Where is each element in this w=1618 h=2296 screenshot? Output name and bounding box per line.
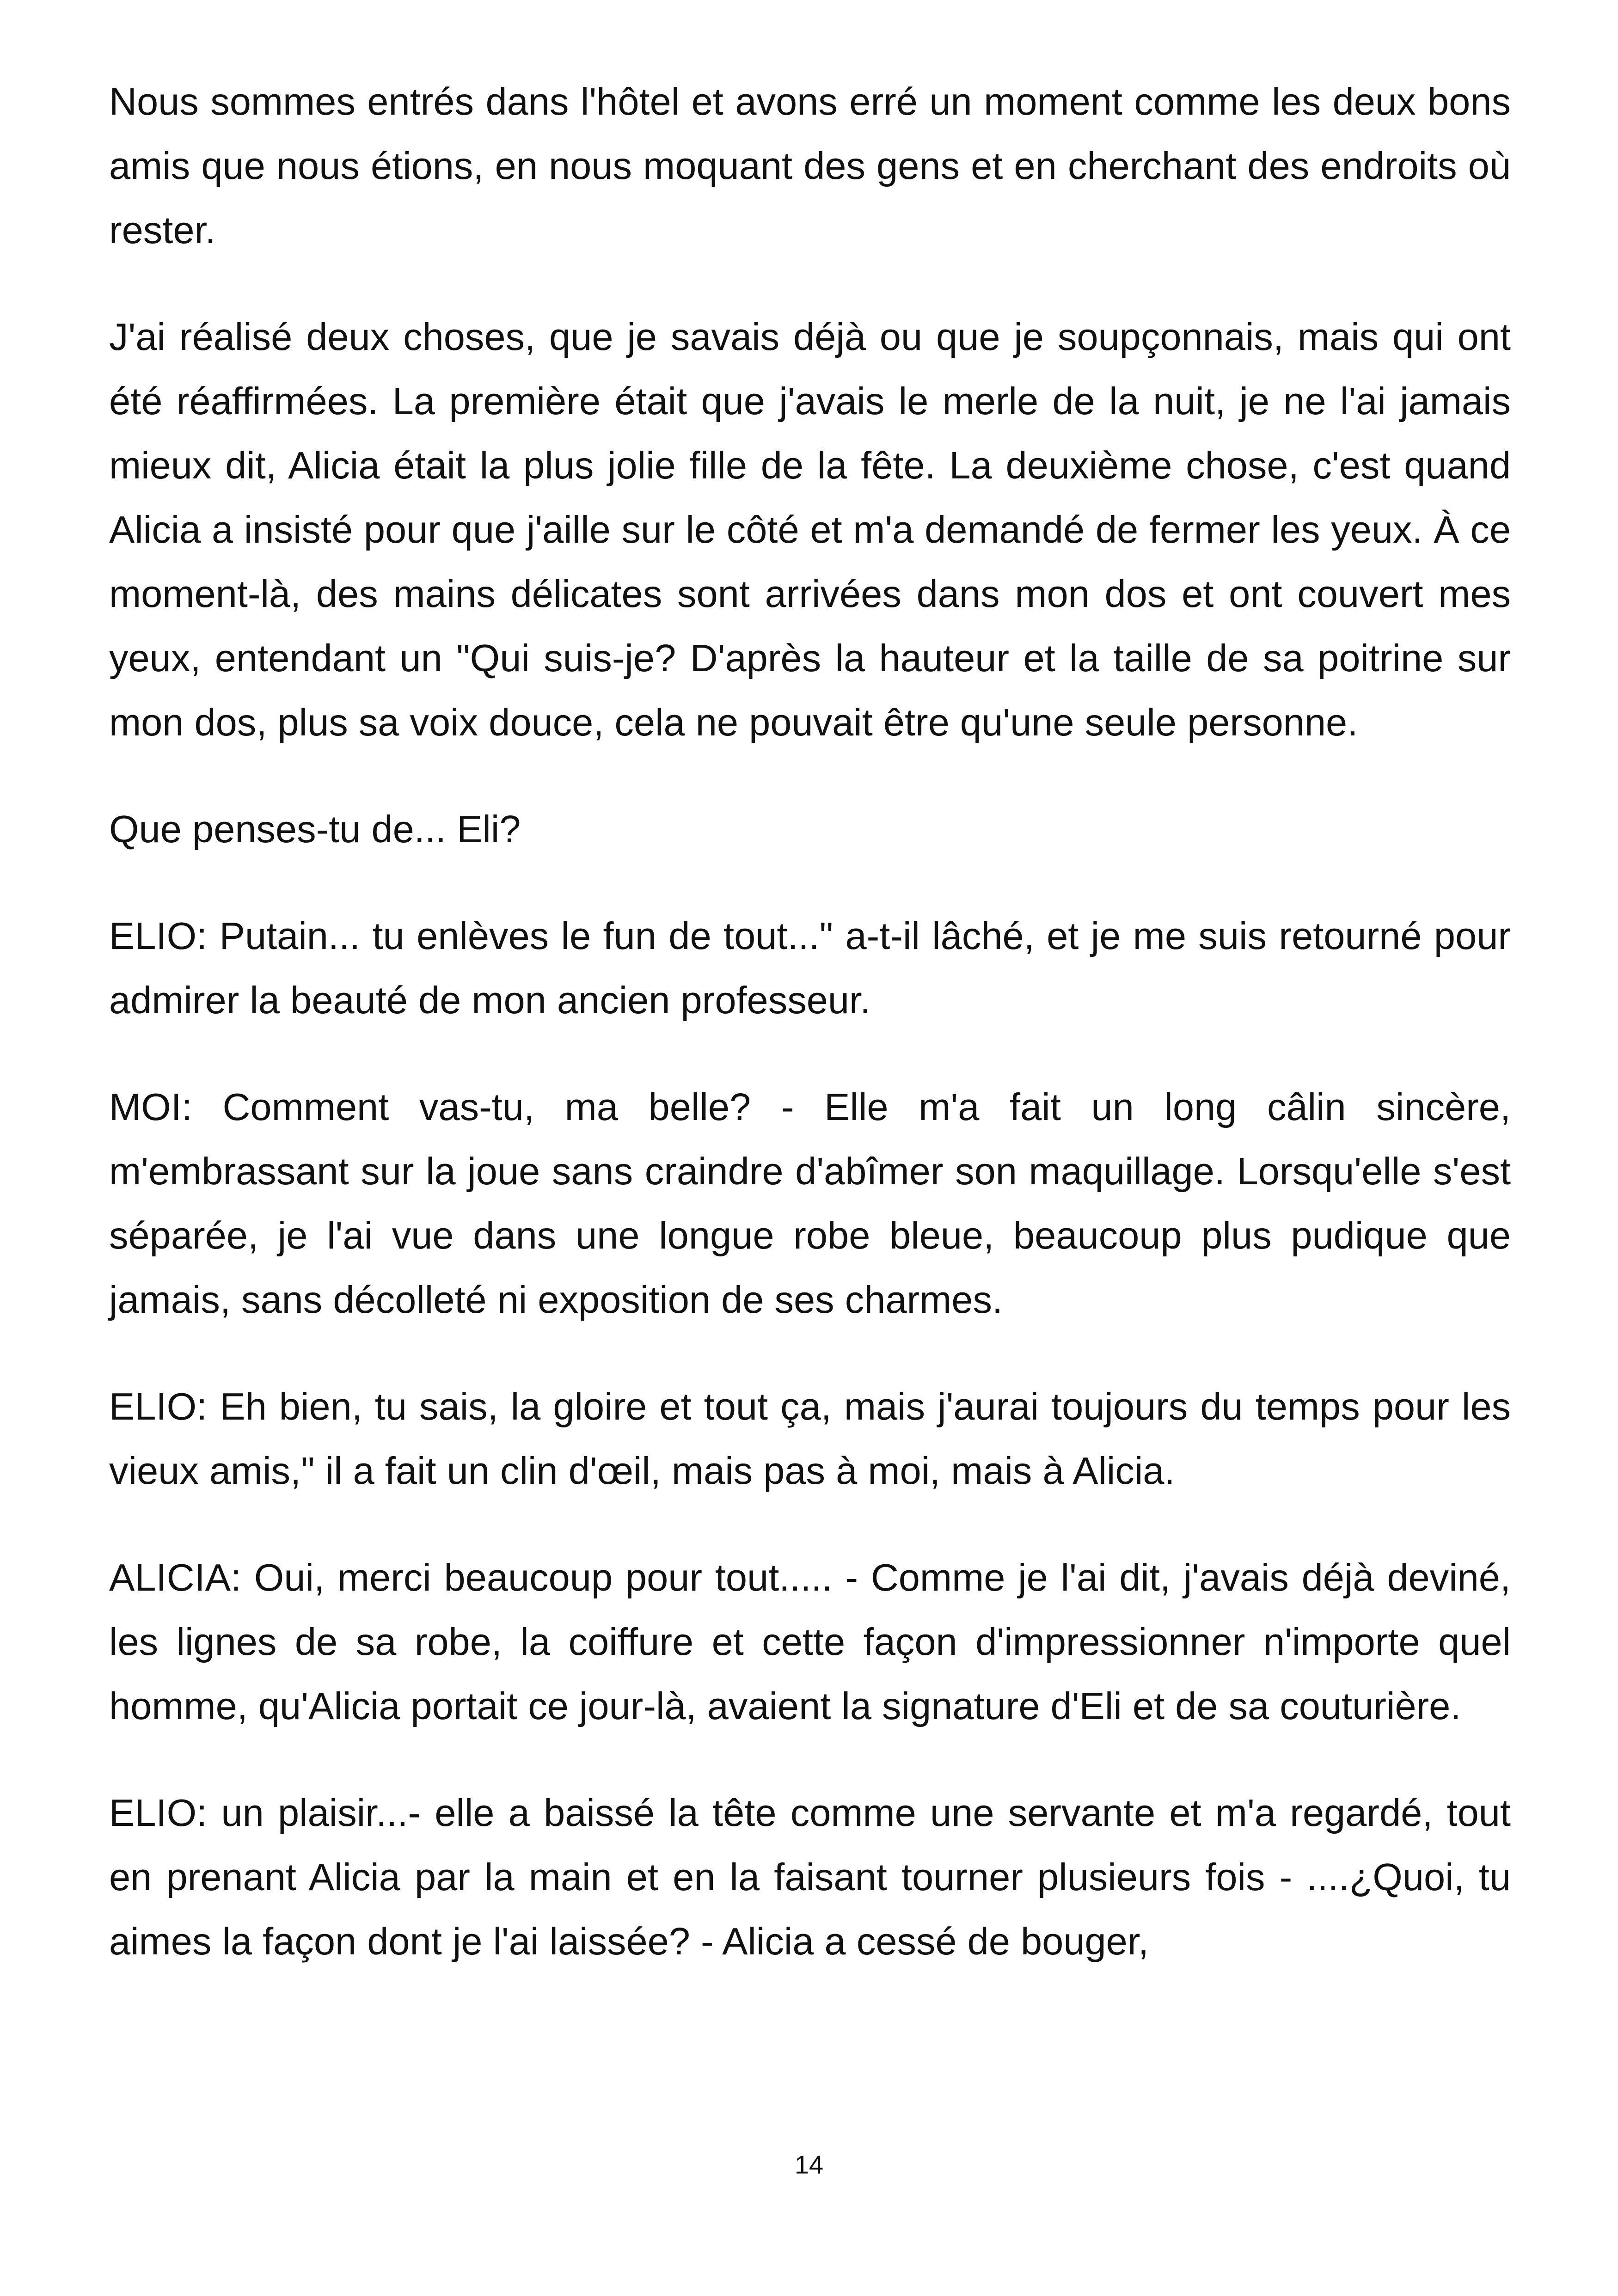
paragraph-6: ELIO: Eh bien, tu sais, la gloire et tout ça, mais j'aurai toujours du temps pour les vieux amis," il a fait un clin d'œil, mais pas à moi, mais à Alicia. bbox=[109, 1385, 1511, 1492]
paragraph-8: ELIO: un plaisir...- elle a baissé la tête comme une servante et m'a regardé, tout en prenant Alicia par la main et en la faisant tourner plusieurs fois - ....¿Quoi, tu aimes la façon dont je l'ai laissée? - Alicia a cessé de bouger, bbox=[109, 1791, 1511, 1963]
paragraph-1: Nous sommes entrés dans l'hôtel et avons erré un moment comme les deux bons amis que nous étions, en nous moquant des gens et en cherchant des endroits où rester. bbox=[109, 80, 1511, 251]
paragraph-3: Que penses-tu de... Eli? bbox=[109, 808, 521, 851]
paragraph-5: MOI: Comment vas-tu, ma belle? - Elle m'a fait un long câlin sincère, m'embrassant sur la joue sans craindre d'abîmer son maquillage. Lorsqu'elle s'est séparée, je l'ai vue dans une longue robe bleue, beaucoup plus pudique que jamais, sans décolleté ni exposition de ses charmes. bbox=[109, 1085, 1511, 1321]
page-number: 14 bbox=[794, 2150, 824, 2179]
body-text bbox=[109, 69, 1511, 2016]
paragraph-4: ELIO: Putain... tu enlèves le fun de tout..." a-t-il lâché, et je me suis retourné pour admirer la beauté de mon ancien professeur. bbox=[109, 914, 1511, 1022]
paragraph-2: J'ai réalisé deux choses, que je savais déjà ou que je soupçonnais, mais qui ont été réaffirmées. La première était que j'avais le merle de la nuit, je ne l'ai jamais mieux dit, Alicia était la plus jolie fille de la fête. La deuxième chose, c'est quand Alicia a insisté pour que j'aille sur le côté et m'a demandé de fermer les yeux. À ce moment-là, des mains délicates sont arrivées dans mon dos et ont couvert mes yeux, entendant un "Qui suis-je? D'après la hauteur et la taille de sa poitrine sur mon dos, plus sa voix douce, cela ne pouvait être qu'une seule personne. bbox=[109, 315, 1511, 744]
paragraph-7: ALICIA: Oui, merci beaucoup pour tout..... - Comme je l'ai dit, j'avais déjà deviné, les lignes de sa robe, la coiffure et cette façon d'impressionner n'importe quel homme, qu'Alicia portait ce jour-là, avaient la signature d'Eli et de sa couturière. bbox=[109, 1556, 1511, 1727]
